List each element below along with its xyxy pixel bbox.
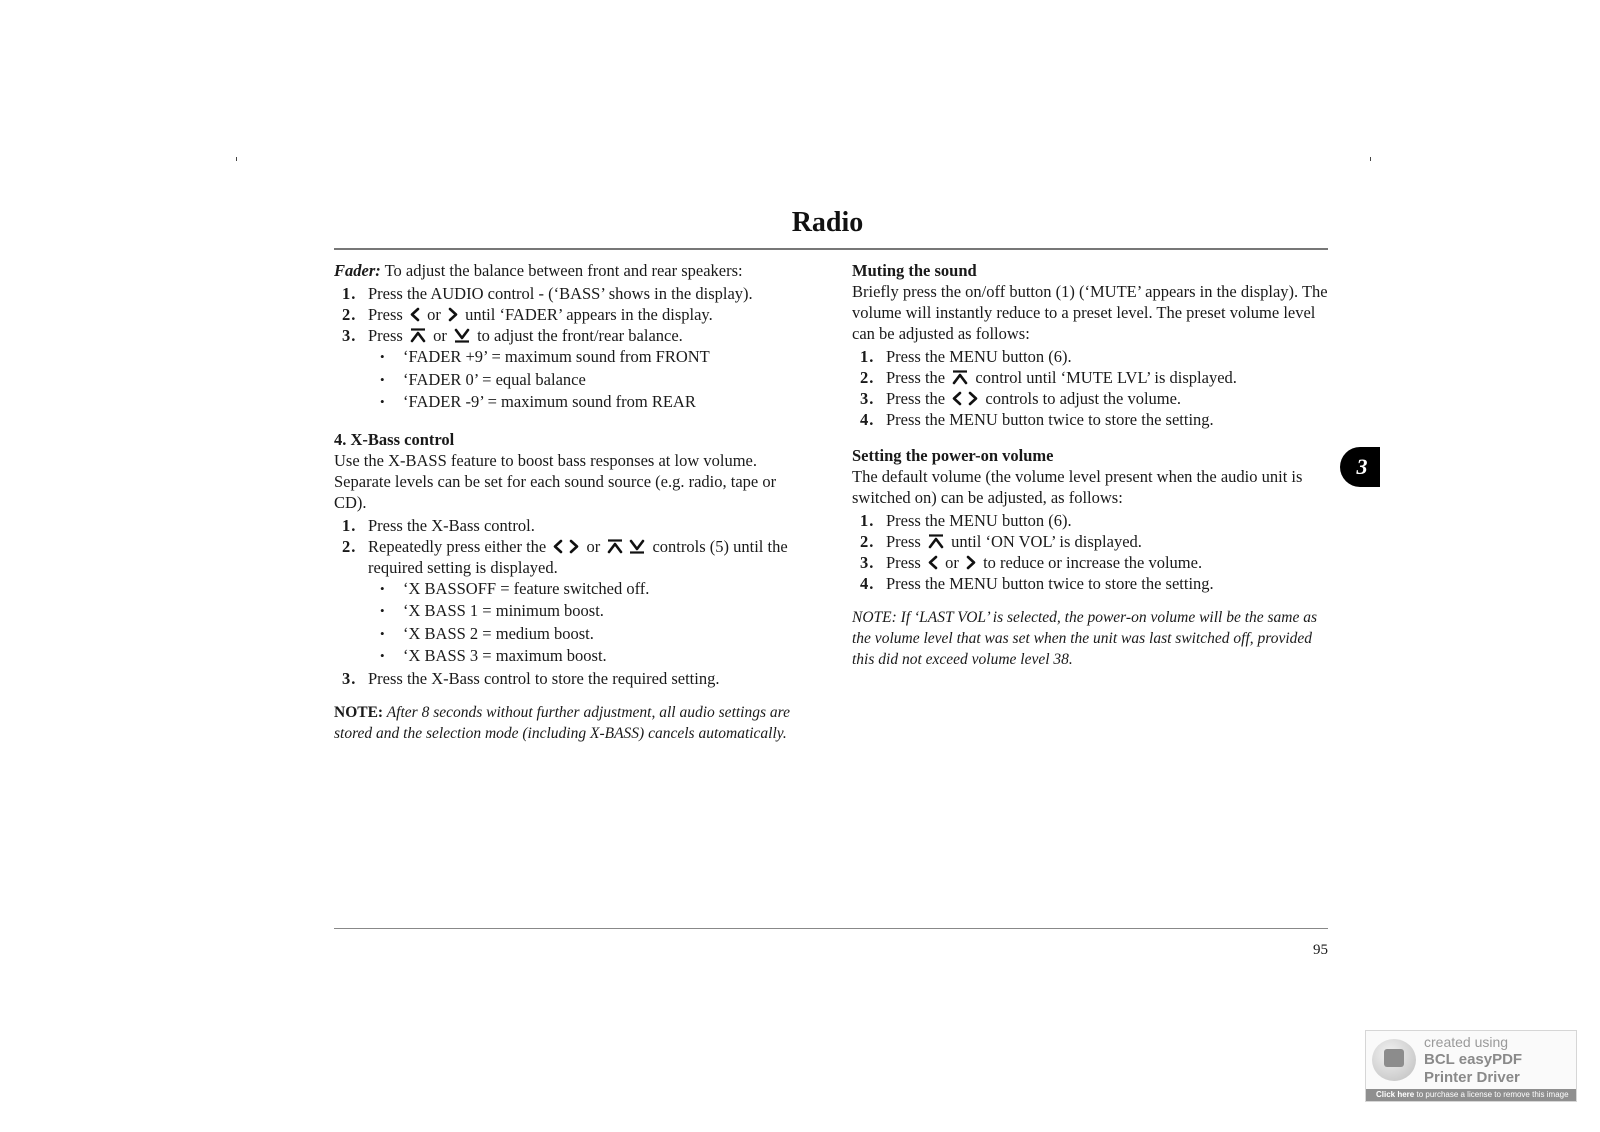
step-number: 2. [860,368,875,387]
step-number: 1. [860,511,875,530]
chevron-right-icon [568,539,580,554]
crop-mark-left [236,157,237,161]
fader-bullets [334,346,810,414]
list-item: • ‘FADER 0’ = equal balance [334,369,810,392]
printer-logo-icon [1372,1039,1416,1081]
step-number: 3. [342,326,357,345]
list-item: • ‘X BASS 3 = maximum boost. [334,645,810,668]
list-item [334,668,810,689]
xbass-steps [334,515,810,689]
list-item [852,409,1328,430]
step-text: Press the MENU button twice to store the setting. [886,574,1214,593]
step-text-pre: Repeatedly press either the [368,536,547,556]
step-text: Press the X-Bass control to store the required setting. [368,668,720,688]
page-number: 95 [1313,942,1328,958]
list-item: • ‘FADER +9’ = maximum sound from FRONT [334,346,810,369]
step-number: 3. [860,553,875,572]
list-item [334,515,810,536]
list-item: • ‘X BASS 1 = minimum boost. [334,600,810,623]
list-item [334,536,810,668]
poweron-note: NOTE: If ‘LAST VOL’ is selected, the power-on volume will be the same as the volume level that was set when the unit was last switched off, provided this did not exceed volume level 38. [852,609,1318,668]
list-item [852,573,1328,594]
fader-intro-text: To adjust the balance between front and rear speakers: [384,261,743,280]
list-item: • ‘X BASS 2 = medium boost. [334,623,810,646]
step-number: 3. [860,389,875,408]
crop-mark-right [1370,157,1371,161]
mute-steps [852,346,1328,430]
header-rule [334,248,1328,250]
step-text-mid: or [586,536,601,556]
pdf-watermark[interactable] [1365,1030,1577,1102]
right-column [852,260,1328,670]
step-text-post: controls to adjust the volume. [985,389,1182,408]
list-item [334,304,810,325]
list-item [852,367,1328,388]
step-text: Press the X-Bass control. [368,515,535,535]
page-title: Radio [791,207,864,238]
step-text-pre: Press [368,326,403,345]
watermark-line2: BCL easyPDF [1424,1051,1523,1068]
step-number: 3. [342,668,357,688]
poweron-heading: Setting the power-on volume [852,446,1054,465]
list-item [852,346,1328,367]
xbass-bullets [334,578,810,668]
step-text-post: controls (5) until the required setting is displayed. [368,536,788,577]
step-text-pre: Press [886,553,921,572]
chevron-down-bar-icon [628,539,646,554]
step-text-mid: or [945,553,959,572]
chevron-left-icon [409,307,421,322]
xbass-intro: Use the X-BASS feature to boost bass responses at low volume. Separate levels can be set for each sound source (e.g. radio, tape or CD). [334,450,777,512]
chevron-left-icon [951,391,963,406]
xbass-heading: 4. X-Bass control [334,429,455,449]
watermark-line1: created using [1424,1034,1509,1050]
list-item: • ‘X BASSOFF = feature switched off. [334,578,810,601]
chapter-tab: 3 [1340,447,1380,487]
step-number: 4. [860,574,875,593]
list-item [852,552,1328,573]
chevron-up-bar-icon [951,370,969,385]
xbass-note [334,702,810,744]
step-text-pre: Press the [886,368,946,387]
step-number: 1. [342,515,357,535]
chevron-right-icon [447,307,459,322]
fader-intro [334,260,810,281]
step-text-post: until ‘ON VOL’ is displayed. [951,532,1142,551]
chevron-down-bar-icon [453,328,471,343]
note-label: NOTE: [334,703,384,721]
step-text: Press the MENU button twice to store the setting. [886,410,1214,429]
chevron-right-icon [965,555,977,570]
chevron-up-bar-icon [409,328,427,343]
watermark-line3: Printer Driver [1424,1069,1520,1086]
step-text: Press the MENU button (6). [886,511,1072,530]
note-text: After 8 seconds without further adjustment, all audio settings are stored and the selection mode (including X-BASS) cancels automatically. [334,703,790,742]
list-item: • ‘FADER -9’ = maximum sound from REAR [334,391,810,414]
list-item [334,325,810,414]
step-text-pre: Press the [886,389,946,408]
mute-heading: Muting the sound [852,261,977,280]
chevron-up-bar-icon [927,534,945,549]
mute-intro: Briefly press the on/off button (1) (‘MUTE’ appears in the display). The volume will instantly reduce to a preset level. The preset volume level can be adjusted as follows: [852,282,1328,343]
step-text-pre: Press [368,305,403,324]
left-column [334,260,810,744]
step-number: 2. [342,305,357,324]
step-number: 2. [342,536,357,556]
list-item [852,388,1328,409]
poweron-steps [852,510,1328,594]
list-item [334,283,810,304]
step-number: 2. [860,532,875,551]
step-text: Press the MENU button (6). [886,347,1072,366]
step-text-pre: Press [886,532,921,551]
step-text-mid: or [427,305,441,324]
step-text: Press the AUDIO control - (‘BASS’ shows in the display). [368,284,753,303]
step-text-post: until ‘FADER’ appears in the display. [465,305,713,324]
step-number: 4. [860,410,875,429]
step-text-post: control until ‘MUTE LVL’ is displayed. [975,368,1237,387]
chevron-up-bar-icon [606,539,624,554]
step-number: 1. [342,284,357,303]
chevron-right-icon [967,391,979,406]
step-text-post: to adjust the front/rear balance. [477,326,683,345]
step-text-mid: or [433,326,447,345]
chevron-left-icon [552,539,564,554]
step-number: 1. [860,347,875,366]
footer-rule [334,928,1328,929]
fader-label: Fader: [334,261,381,280]
list-item [852,531,1328,552]
list-item [852,510,1328,531]
chevron-left-icon [927,555,939,570]
step-text-post: to reduce or increase the volume. [983,553,1203,572]
poweron-intro: The default volume (the volume level present when the audio unit is switched on) can be adjusted, as follows: [852,467,1303,507]
watermark-license-link[interactable] [1366,1089,1576,1101]
fader-steps [334,283,810,414]
watermark-bar-text: to purchase a license to remove this image [1416,1090,1569,1099]
watermark-click-here[interactable]: Click here [1376,1090,1415,1099]
